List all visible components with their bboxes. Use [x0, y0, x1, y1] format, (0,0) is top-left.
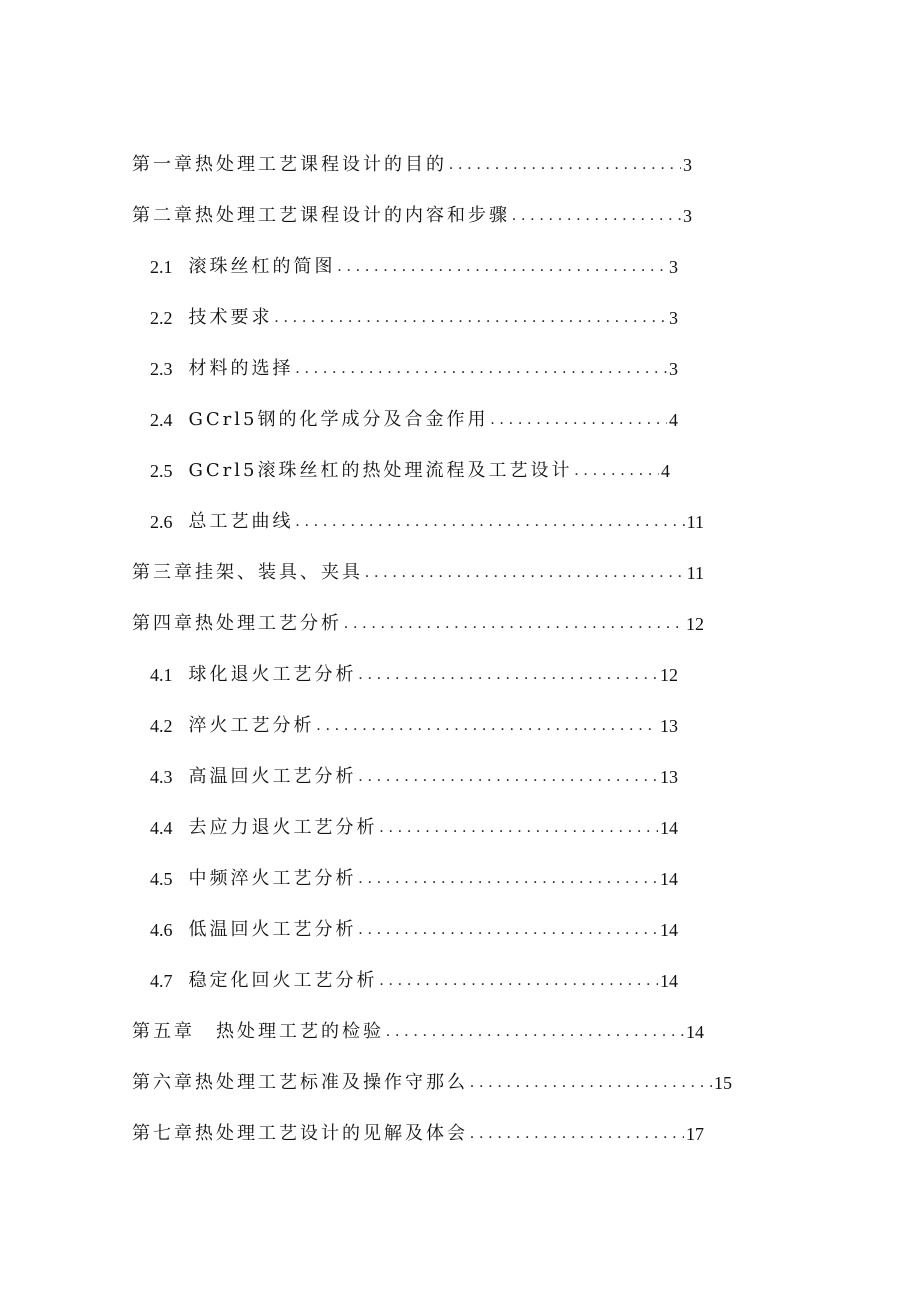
toc-entry	[150, 707, 678, 737]
toc-entry-page: 15	[714, 1073, 732, 1093]
toc-entry-page: 4	[669, 410, 678, 430]
toc-leader	[574, 460, 659, 482]
toc-entry-number: 4.7	[150, 971, 173, 991]
toc-entry-number: 4.3	[150, 767, 173, 787]
toc-leader	[338, 256, 668, 278]
toc-entry	[150, 656, 678, 686]
toc-entry-title: 稳定化回火工艺分析	[188, 970, 378, 991]
toc-entry	[150, 350, 678, 380]
toc-entry	[132, 605, 704, 635]
toc-entry	[132, 1064, 732, 1094]
toc-entry-page: 14	[660, 920, 678, 940]
toc-entry-title: 第二章热处理工艺课程设计的内容和步骤	[132, 205, 510, 226]
toc-entry	[132, 197, 692, 227]
toc-entry-page: 3	[669, 257, 678, 277]
toc-entry-page: 4	[661, 461, 670, 481]
toc-entry-title: 材料的选择	[188, 358, 294, 379]
toc-leader	[344, 613, 684, 635]
toc-entry-page: 3	[669, 359, 678, 379]
toc-entry	[132, 146, 692, 176]
toc-entry-page: 14	[686, 1022, 704, 1042]
toc-entry-title: 高温回火工艺分析	[188, 766, 357, 787]
toc-leader	[275, 307, 668, 329]
toc-leader	[359, 664, 659, 686]
toc-entry-title: 中频淬火工艺分析	[188, 868, 357, 889]
toc-entry-page: 13	[660, 767, 678, 787]
toc-entry	[150, 299, 678, 329]
toc-entry-number: 2.1	[150, 257, 173, 277]
toc-entry-page: 12	[686, 614, 704, 634]
toc-entry	[150, 962, 678, 992]
toc-entry-title: 总工艺曲线	[188, 511, 294, 532]
toc-entry	[150, 758, 678, 788]
toc-entry-title: 技术要求	[188, 307, 273, 328]
toc-entry-title: 第四章热处理工艺分析	[132, 613, 342, 634]
toc-leader	[380, 970, 659, 992]
toc-entry	[150, 401, 678, 431]
toc-leader	[512, 205, 681, 227]
toc-entry-title: 第三章挂架、装具、夹具	[132, 562, 363, 583]
toc-leader	[317, 715, 659, 737]
toc-leader	[296, 358, 668, 380]
toc-entry	[132, 1013, 704, 1043]
toc-entry-number: 2.2	[150, 308, 173, 328]
toc-entry-page: 13	[660, 716, 678, 736]
toc-entry-page: 11	[686, 563, 704, 583]
toc-entry	[150, 911, 678, 941]
toc-entry-title: 去应力退火工艺分析	[188, 817, 378, 838]
toc-leader	[490, 409, 667, 431]
toc-entry-page: 12	[660, 665, 678, 685]
toc-leader	[470, 1123, 684, 1145]
toc-leader	[386, 1021, 684, 1043]
toc-entry-title: 第六章热处理工艺标准及操作守那么	[132, 1072, 468, 1093]
toc-leader	[359, 766, 659, 788]
toc-leader	[359, 919, 659, 941]
toc-entry	[132, 554, 704, 584]
toc-entry-page: 14	[660, 971, 678, 991]
toc-entry-title: 淬火工艺分析	[188, 715, 315, 736]
toc-entry-number: 4.1	[150, 665, 173, 685]
toc-entry-title: 第七章热处理工艺设计的见解及体会	[132, 1123, 468, 1144]
toc-entry-page: 3	[669, 308, 678, 328]
toc-leader	[365, 562, 685, 584]
toc-entry-number: 2.5	[150, 461, 173, 481]
toc-leader	[296, 511, 685, 533]
toc-entry	[150, 809, 678, 839]
toc-leader	[380, 817, 659, 839]
toc-entry-number: 4.5	[150, 869, 173, 889]
toc-entry	[132, 1115, 704, 1145]
toc-entry-number: 2.3	[150, 359, 173, 379]
toc-entry	[150, 248, 678, 278]
toc-entry-title: 第五章 热处理工艺的检验	[132, 1021, 384, 1042]
toc-entry-page: 3	[683, 206, 692, 226]
toc-leader	[470, 1072, 712, 1094]
toc-entry-page: 14	[660, 818, 678, 838]
toc-entry-number: 4.2	[150, 716, 173, 736]
toc-entry-title: 第一章热处理工艺课程设计的目的	[132, 154, 447, 175]
toc-entry	[150, 452, 670, 482]
toc-entry-title: GCrl5滚珠丝杠的热处理流程及工艺设计	[188, 460, 573, 481]
toc-entry	[150, 503, 704, 533]
toc-entry-number: 2.6	[150, 512, 173, 532]
toc-entry-page: 11	[686, 512, 704, 532]
toc-entry-title: GCrl5钢的化学成分及合金作用	[188, 409, 489, 430]
toc-entry-number: 2.4	[150, 410, 173, 430]
toc-leader	[449, 154, 681, 176]
toc-entry-page: 14	[660, 869, 678, 889]
toc-entry-page: 17	[686, 1124, 704, 1144]
toc-entry-title: 球化退火工艺分析	[188, 664, 357, 685]
toc-entry-page: 3	[683, 155, 692, 175]
toc-leader	[359, 868, 659, 890]
toc-entry-number: 4.6	[150, 920, 173, 940]
toc-entry-title: 低温回火工艺分析	[188, 919, 357, 940]
toc-entry-title: 滚珠丝杠的简图	[188, 256, 336, 277]
toc-entry-number: 4.4	[150, 818, 173, 838]
toc-entry	[150, 860, 678, 890]
